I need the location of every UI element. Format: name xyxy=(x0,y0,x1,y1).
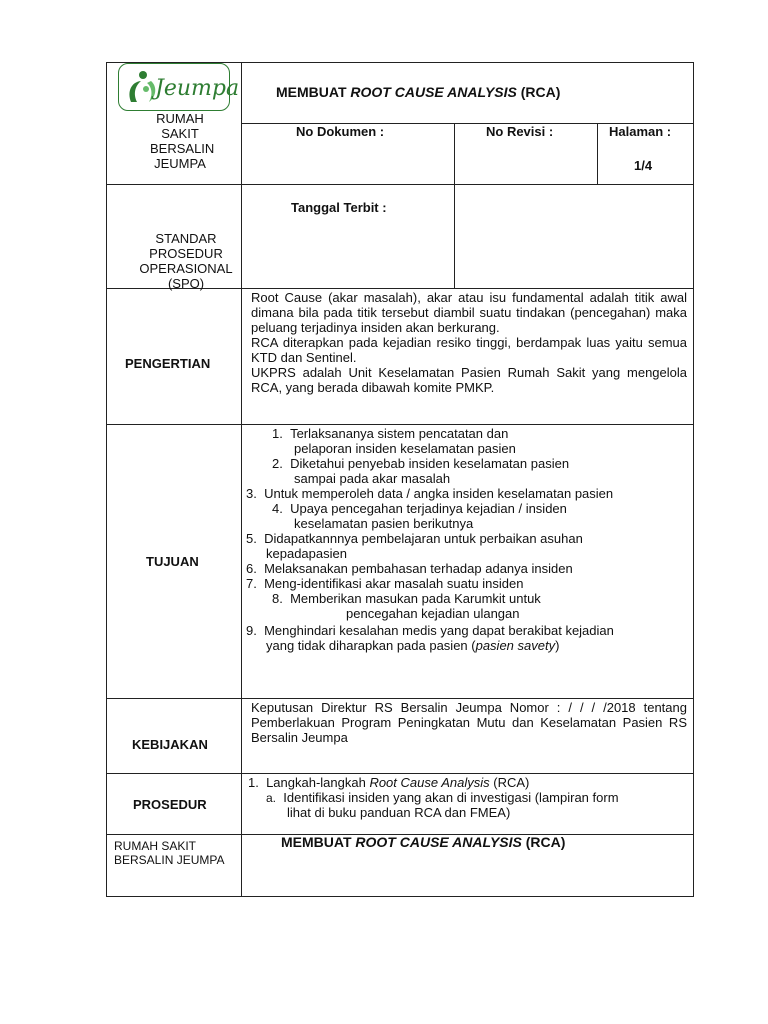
halaman-label: Halaman : xyxy=(609,124,672,139)
tujuan-item-cont: kepadapasien xyxy=(266,546,347,561)
tujuan-item: 5. Didapatkannnya pembelajaran untuk perbaikan asuhan xyxy=(246,531,583,546)
rule xyxy=(106,62,107,897)
hospital-logo xyxy=(118,63,240,111)
rule xyxy=(454,123,455,289)
rule xyxy=(106,424,694,425)
tujuan-label: TUJUAN xyxy=(146,554,199,569)
prosedur-sub-a: a. Identifikasi insiden yang akan di investigasi (lampiran form xyxy=(266,790,619,805)
footer-hospital-name: RUMAH SAKIT BERSALIN JEUMPA xyxy=(114,839,225,867)
tujuan-item-cont: keselamatan pasien berikutnya xyxy=(294,516,474,531)
document-title: MEMBUAT ROOT CAUSE ANALYSIS (RCA) xyxy=(276,84,561,100)
hospital-name: RUMAH SAKIT BERSALIN JEUMPA xyxy=(150,111,215,171)
tujuan-item: 4. Upaya pencegahan terjadinya kejadian / insiden xyxy=(272,501,567,516)
tujuan-item: 6. Melaksanakan pembahasan terhadap adanya insiden xyxy=(246,561,573,576)
rule xyxy=(106,698,694,699)
tujuan-item: 3. Untuk memperoleh data / angka insiden keselamatan pasien xyxy=(246,486,614,501)
prosedur-step-1: 1. Langkah-langkah Root Cause Analysis (RCA) xyxy=(248,775,530,790)
kebijakan-text: Keputusan Direktur RS Bersalin Jeumpa Nomor : / / / /2018 tentang Pemberlakuan Program Peningkatan Mutu dan Keselamatan Pasien RS Bersalin Jeumpa xyxy=(251,700,687,745)
tujuan-item-cont: yang tidak diharapkan pada pasien (pasien savety) xyxy=(266,638,560,653)
pengertian-label: PENGERTIAN xyxy=(125,356,211,371)
prosedur-label: PROSEDUR xyxy=(133,797,207,812)
kebijakan-label: KEBIJAKAN xyxy=(132,737,208,752)
halaman-value: 1/4 xyxy=(634,158,653,173)
rule xyxy=(106,896,694,897)
tujuan-item-cont: sampai pada akar masalah xyxy=(294,471,451,486)
rule xyxy=(106,184,694,185)
tujuan-item: 9. Menghindari kesalahan medis yang dapat berakibat kejadian xyxy=(246,623,614,638)
spo-label: STANDAR PROSEDUR OPERASIONAL (SPO) xyxy=(139,231,233,291)
tujuan-item: 8. Memberikan masukan pada Karumkit untuk xyxy=(272,591,541,606)
no-dokumen-label: No Dokumen : xyxy=(296,124,385,139)
tujuan-item-cont: pencegahan kejadian ulangan xyxy=(346,606,520,621)
rule xyxy=(241,62,242,897)
logo-wordmark: Jeumpa xyxy=(155,76,240,101)
rule xyxy=(597,123,598,185)
tujuan-item: 2. Diketahui penyebab insiden keselamatan pasien xyxy=(272,456,570,471)
rule xyxy=(693,62,694,897)
rule xyxy=(106,773,694,774)
tujuan-item: 1. Terlaksananya sistem pencatatan dan xyxy=(272,426,509,441)
tujuan-item-cont: pelaporan insiden keselamatan pasien xyxy=(294,441,516,456)
prosedur-sub-a-cont: lihat di buku panduan RCA dan FMEA) xyxy=(287,805,511,820)
pengertian-text: Root Cause (akar masalah), akar atau isu fundamental adalah titik awal dimana bila pada titik tersebut diambil suatu tindakan (pencegahan) maka peluang terjadinya insiden akan berkurang. RCA diterapkan pada kejadian resiko tinggi, berdampak luas yaitu semua KTD dan Sentinel. UKPRS adalah Unit Keselamatan Pasien Rumah Sakit yang mengelola RCA, yang berada dibawah komite PMKP. xyxy=(251,290,687,395)
tanggal-terbit-label: Tanggal Terbit : xyxy=(291,200,387,215)
no-revisi-label: No Revisi : xyxy=(486,124,554,139)
footer-document-title: MEMBUAT ROOT CAUSE ANALYSIS (RCA) xyxy=(281,834,566,850)
tujuan-item: 7. Meng-identifikasi akar masalah suatu insiden xyxy=(246,576,524,591)
